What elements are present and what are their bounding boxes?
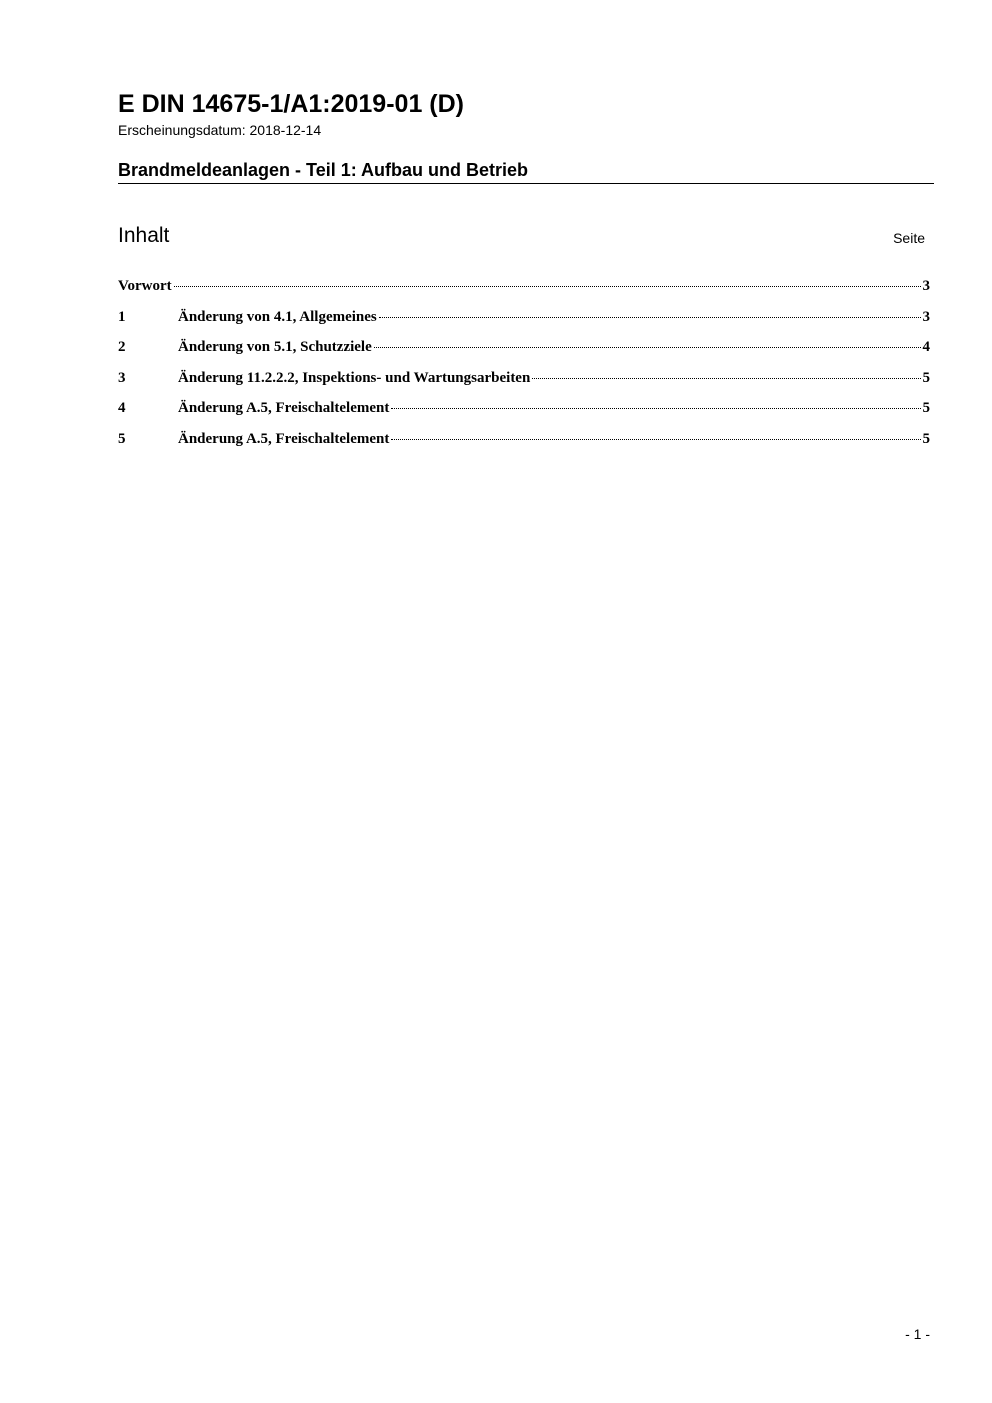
- toc-entry-1[interactable]: [118, 309, 930, 340]
- toc-entry-label: Änderung von 4.1, Allgemeines: [178, 308, 377, 325]
- toc-entry-3[interactable]: [118, 370, 930, 401]
- toc-entry-page: 3: [922, 308, 930, 325]
- toc-entry-page: 5: [922, 369, 930, 386]
- toc-entry-number: 5: [118, 430, 126, 447]
- toc-dot-leader: [379, 317, 921, 318]
- toc-entry-page: 4: [922, 339, 930, 355]
- toc-entry-label: Änderung A.5, Freischaltelement: [178, 430, 390, 447]
- table-of-contents: [118, 278, 930, 461]
- title-divider: [118, 183, 934, 184]
- toc-entry-number: 3: [118, 369, 126, 386]
- publication-date: Erscheinungsdatum: 2018-12-14: [118, 122, 322, 138]
- toc-entry-number: 2: [118, 339, 126, 355]
- toc-dot-leader: [374, 347, 921, 348]
- document-id: E DIN 14675-1/A1:2019-01 (D): [118, 90, 464, 118]
- toc-dot-leader: [174, 286, 921, 287]
- toc-entry-page: 5: [922, 400, 930, 416]
- toc-entry-page: 5: [922, 430, 930, 447]
- toc-dot-leader: [532, 378, 920, 379]
- toc-entry-label: Änderung 11.2.2.2, Inspektions- und Wartungsarbeiten: [178, 369, 531, 386]
- toc-heading: Inhalt: [118, 224, 170, 247]
- toc-entry-vorwort[interactable]: [118, 278, 930, 309]
- document-title: Brandmeldeanlagen - Teil 1: Aufbau und Betrieb: [118, 160, 529, 180]
- toc-entry-label: Vorwort: [118, 278, 172, 294]
- toc-entry-2[interactable]: [118, 339, 930, 370]
- toc-entry-label: Änderung A.5, Freischaltelement: [178, 400, 390, 416]
- toc-dot-leader: [391, 408, 920, 409]
- toc-entry-5[interactable]: [118, 431, 930, 462]
- toc-entry-number: 4: [118, 400, 126, 416]
- footer-page-number: - 1 -: [905, 1326, 930, 1342]
- toc-entry-4[interactable]: [118, 400, 930, 431]
- toc-entry-page: 3: [922, 278, 930, 294]
- toc-page-column-label: Seite: [893, 230, 925, 246]
- toc-dot-leader: [391, 439, 920, 440]
- toc-entry-number: 1: [118, 308, 126, 325]
- toc-entry-label: Änderung von 5.1, Schutzziele: [178, 339, 372, 355]
